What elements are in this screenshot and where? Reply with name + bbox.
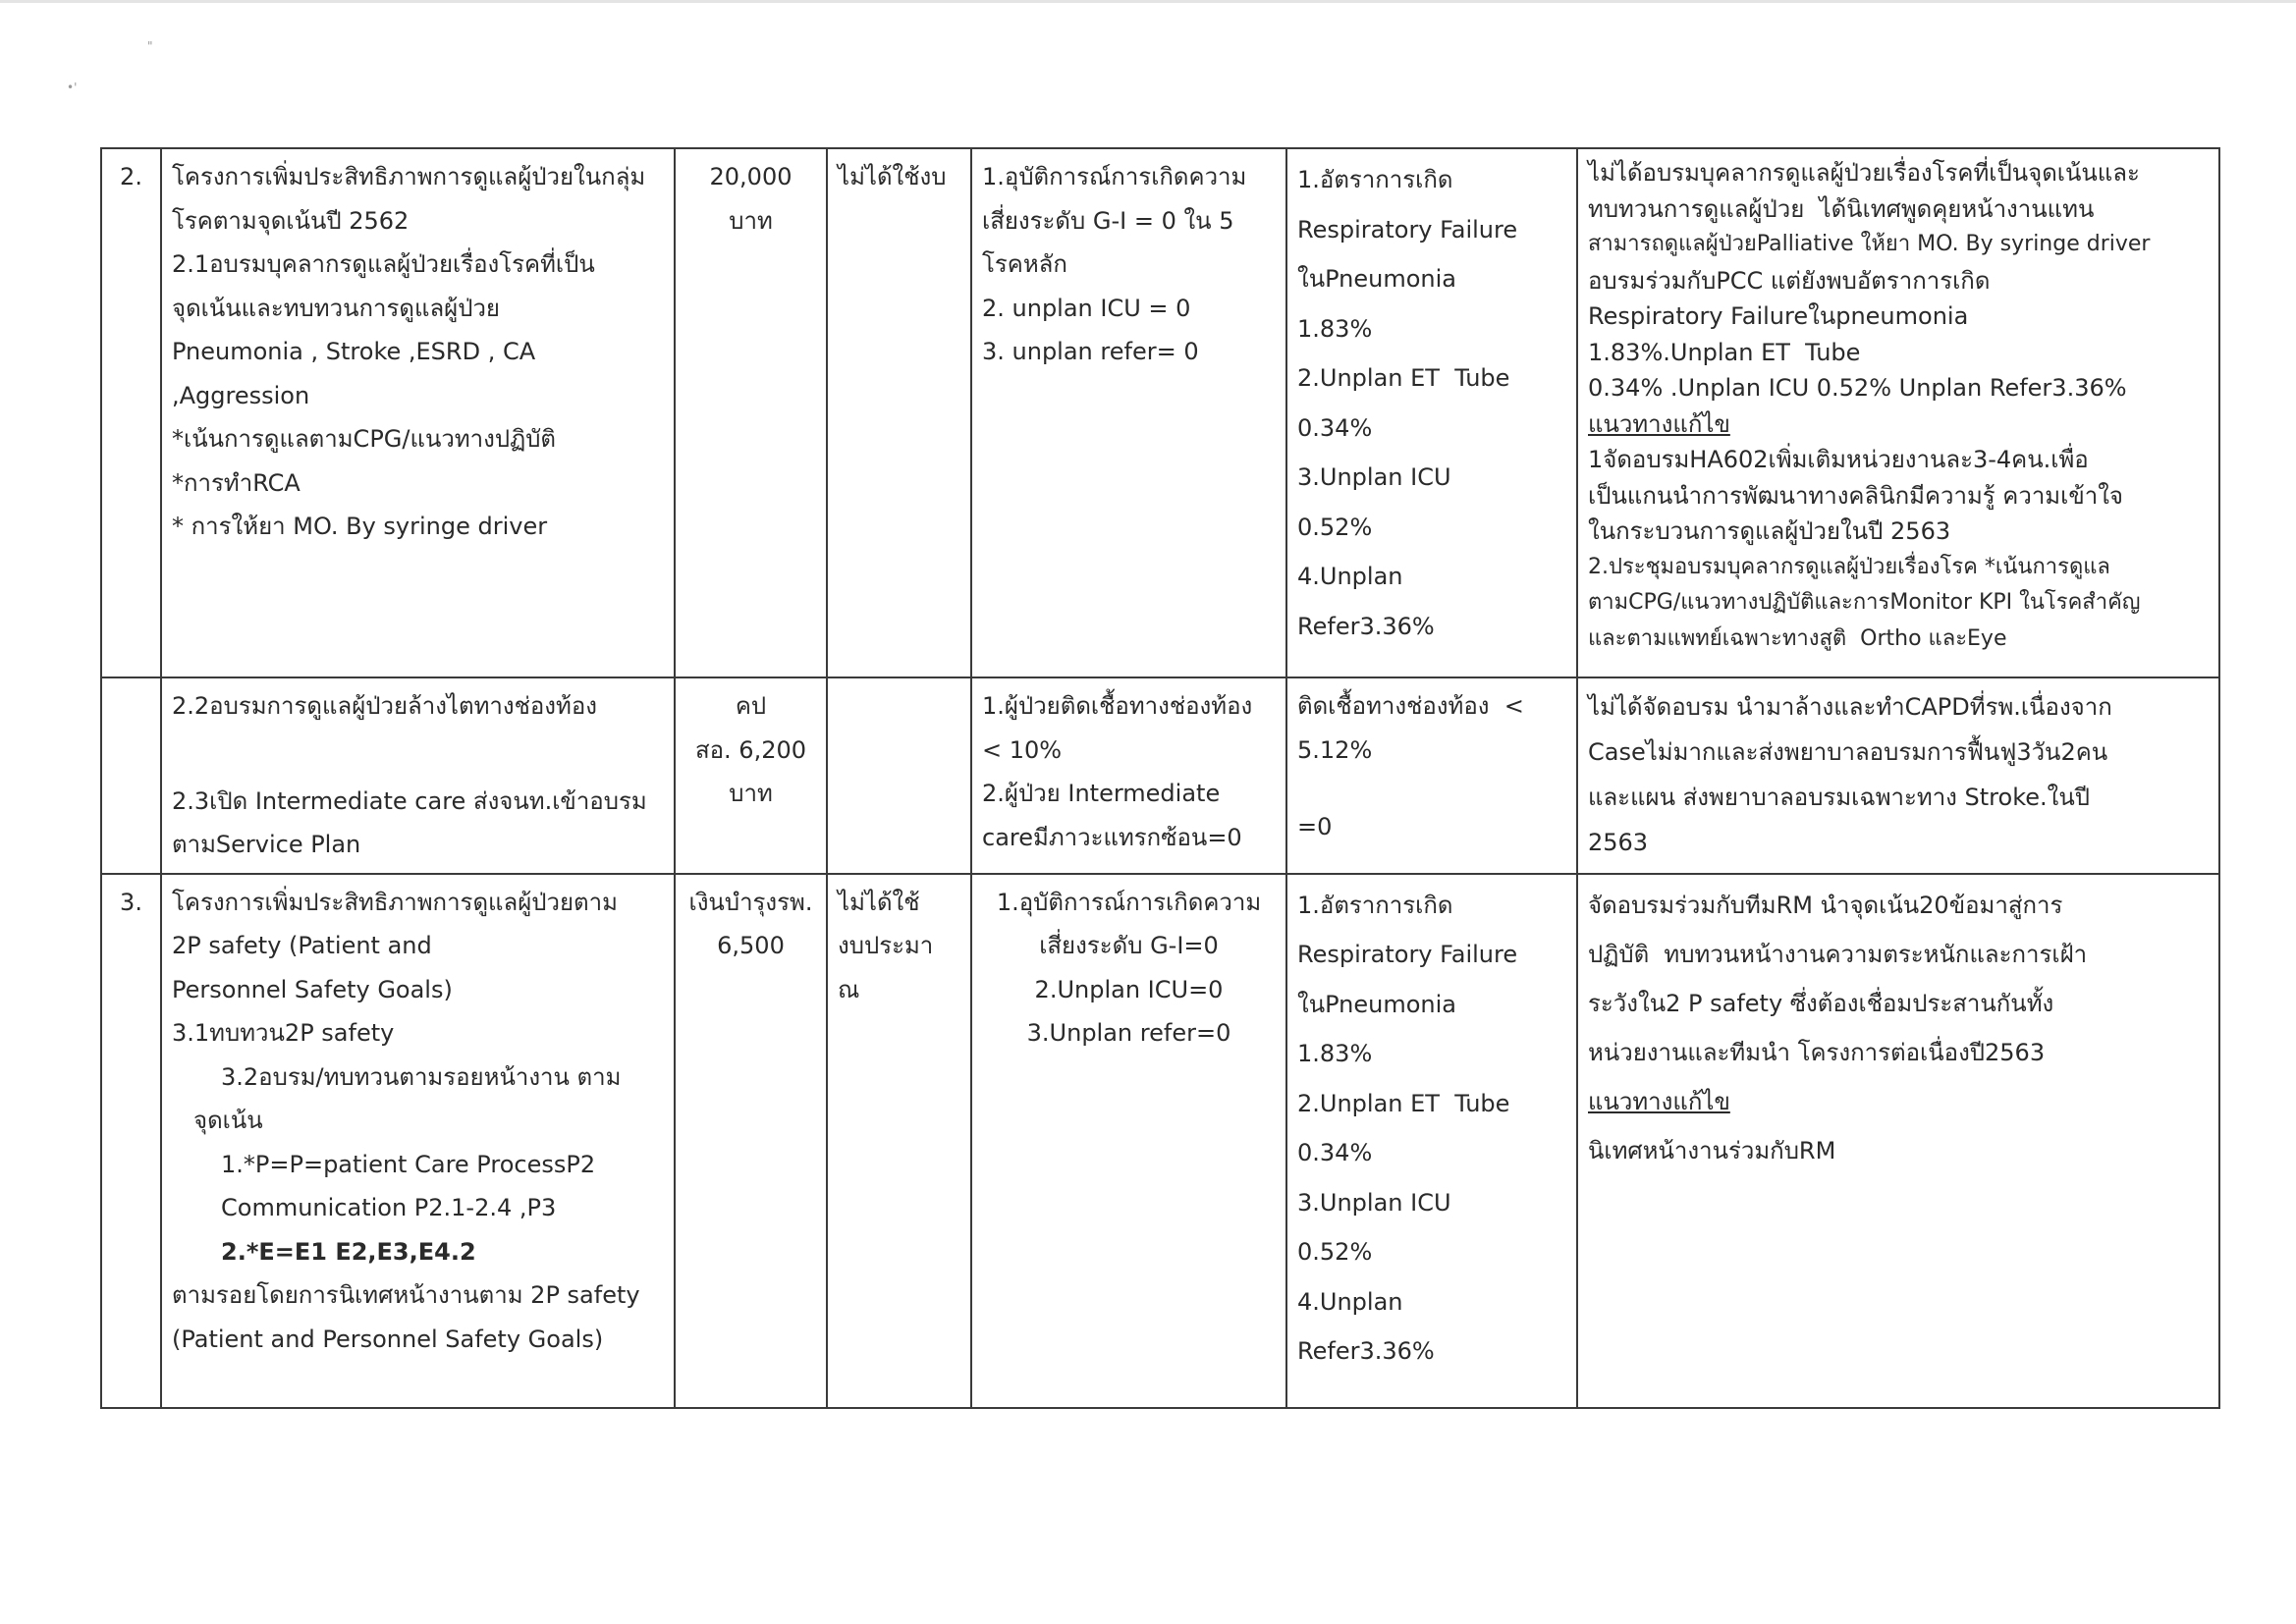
remarks-cell (1577, 874, 2219, 1408)
remarks-line: 2563 (1588, 829, 1649, 856)
budget-status-line: ไม่ได้ใช้งบ (838, 163, 947, 190)
remarks-line: ไม่ได้จัดอบรม นำมาล้างและทำCAPDที่รพ.เนื่องจาก (1588, 693, 2112, 721)
remarks-line: 2.ประชุมอบรมบุคลากรดูแลผู้ป่วยเรื่องโรค *เน้นการดูแล (1588, 554, 2110, 579)
project-line: 2P safety (Patient and (172, 932, 432, 959)
result-line: 0.34% (1297, 413, 1373, 442)
project-line: *เน้นการดูแลตามCPG/แนวทางปฏิบัติ (172, 425, 557, 453)
project-line: 2.1อบรมบุคลากรดูแลผู้ป่วยเรื่องโรคที่เป็น (172, 250, 595, 278)
indicator-line: 1.ผู้ป่วยติดเชื้อทางช่องท้อง (982, 692, 1253, 720)
indicator-line: 2.ผู้ป่วย Intermediate (982, 780, 1221, 807)
result-line: 5.12% (1297, 735, 1373, 764)
budget-line: สอ. 6,200 (694, 735, 807, 764)
project-line: 2.2อบรมการดูแลผู้ป่วยล้างไตทางช่องท้อง (172, 692, 597, 720)
project-line: ,Aggression (172, 381, 310, 409)
remarks-line: ตามCPG/แนวทางปฏิบัติและการMonitor KPI ในโรคสำคัญ (1588, 590, 2141, 615)
indicator-line: 1.อุบัติการณ์การเกิดความ (982, 163, 1247, 190)
project-line: Pneumonia , Stroke ,ESRD , CA (172, 338, 536, 365)
result-line: ในPneumonia (1297, 990, 1457, 1018)
project-line: โครงการเพิ่มประสิทธิภาพการดูแลผู้ป่วยในกลุ่ม (172, 163, 646, 190)
budget-status-line: งบประมา (838, 932, 934, 959)
result-line: 4.Unplan (1297, 563, 1403, 590)
budget-status-line: ไม่ได้ใช้ (838, 888, 920, 916)
result-line: 1.อัตราการเกิด (1297, 891, 1453, 919)
indicator-line: โรคหลัก (982, 250, 1067, 278)
project-cell (161, 874, 675, 1408)
project-line: * การให้ยา MO. By syringe driver (172, 513, 548, 540)
item-number (101, 148, 161, 677)
result-line: ในPneumonia (1297, 265, 1457, 293)
remarks-cell (1577, 677, 2219, 874)
remarks-line: และแผน ส่งพยาบาลอบรมเฉพาะทาง Stroke.ในปี (1588, 784, 2090, 811)
result-line: 0.52% (1297, 1238, 1373, 1266)
item-number-text: 2. (120, 163, 142, 190)
project-line: ตามรอยโดยการนิเทศหน้างานตาม 2P safety (172, 1281, 640, 1309)
budget-line: เงินบำรุงรพ. (688, 888, 813, 916)
budget-cell (675, 148, 827, 677)
budget-status-cell (827, 874, 971, 1408)
project-cell (161, 148, 675, 677)
project-line: 2.*E=E1 E2,E3,E4.2 (221, 1237, 476, 1266)
remarks-line: ในกระบวนการดูแลผู้ป่วยในปี 2563 (1588, 517, 1951, 545)
result-line: 1.อัตราการเกิด (1297, 166, 1453, 193)
result-line: 3.Unplan ICU (1297, 1188, 1451, 1217)
budget-line: บาท (729, 780, 773, 807)
project-line: 1.*P=P=patient Care ProcessP2 (221, 1150, 596, 1178)
remarks-line: ไม่ได้อบรมบุคลากรดูแลผู้ป่วยเรื่องโรคที่เป็นจุดเน้นและ (1588, 159, 2140, 187)
remarks-line: 1.83%.Unplan ET Tube (1588, 338, 1861, 366)
indicator-cell (971, 148, 1286, 677)
remarks-cell (1577, 148, 2219, 677)
spacer (1297, 772, 1566, 805)
indicator-cell (971, 874, 1286, 1408)
result-line: 3.Unplan ICU (1297, 463, 1451, 491)
result-line: 2.Unplan ET Tube (1297, 1089, 1510, 1117)
budget-line: 20,000 (709, 163, 793, 190)
scan-speck: " (147, 39, 153, 53)
budget-cell (675, 677, 827, 874)
remarks-heading: แนวทางแก้ไข (1588, 409, 1730, 438)
result-line: 4.Unplan (1297, 1287, 1403, 1316)
indicator-line: 1.อุบัติการณ์การเกิดความ (996, 888, 1262, 916)
result-line: Refer3.36% (1297, 1337, 1435, 1365)
result-cell (1286, 874, 1577, 1408)
project-line: จุดเน้น (193, 1107, 263, 1134)
result-cell (1286, 148, 1577, 677)
project-line: Communication P2.1-2.4 ,P3 (221, 1194, 557, 1221)
scan-top-edge (0, 0, 2296, 3)
result-line: =0 (1297, 813, 1333, 840)
indicator-line: 3. unplan refer= 0 (982, 338, 1199, 365)
project-line: จุดเน้นและทบทวนการดูแลผู้ป่วย (172, 294, 500, 322)
project-line: 3.2อบรม/ทบทวนตามรอยหน้างาน ตาม (221, 1062, 622, 1091)
item-number-text: 3. (120, 888, 142, 916)
project-line: โครงการเพิ่มประสิทธิภาพการดูแลผู้ป่วยตาม (172, 888, 618, 916)
result-line: 2.Unplan ET Tube (1297, 364, 1510, 392)
project-line: 3.1ทบทวน2P safety (172, 1019, 395, 1047)
result-line: 1.83% (1297, 1040, 1373, 1067)
remarks-line: และตามแพทย์เฉพาะทางสูติ Ortho และEye (1588, 625, 2007, 651)
indicator-line: < 10% (982, 735, 1063, 764)
remarks-line: อบรมร่วมกับPCC แต่ยังพบอัตราการเกิด (1588, 266, 1991, 295)
remarks-line: เป็นแกนนำการพัฒนาทางคลินิกมีความรู้ ความเข้าใจ (1588, 481, 2123, 510)
table-row (101, 677, 2219, 874)
indicator-line: เสี่ยงระดับ G-I=0 (1039, 932, 1219, 959)
item-number (101, 874, 161, 1408)
remarks-line: Caseไม่มากและส่งพยาบาลอบรมการฟื้นฟู3วัน2คน (1588, 738, 2108, 766)
spacer (172, 729, 664, 780)
remarks-line: นิเทศหน้างานร่วมกับRM (1588, 1136, 1836, 1164)
project-line: โรคตามจุดเน้นปี 2562 (172, 206, 410, 235)
result-line: 1.83% (1297, 314, 1373, 343)
result-line: Respiratory Failure (1297, 215, 1518, 244)
scan-speck: •' (67, 81, 78, 94)
budget-cell (675, 874, 827, 1408)
result-line: 0.52% (1297, 513, 1373, 541)
budget-line: 6,500 (717, 932, 785, 959)
indicator-line: 2. unplan ICU = 0 (982, 294, 1191, 322)
result-line: 0.34% (1297, 1139, 1373, 1166)
budget-line: บาท (729, 206, 773, 235)
remarks-line: Respiratory Failureในpneumonia (1588, 302, 1969, 330)
result-line: ติดเชื้อทางช่องท้อง < (1297, 692, 1524, 720)
project-line: (Patient and Personnel Safety Goals) (172, 1325, 604, 1353)
indicator-line: 3.Unplan refer=0 (1026, 1019, 1231, 1047)
indicator-line: เสี่ยงระดับ G-I = 0 ใน 5 (982, 206, 1234, 235)
result-line: Refer3.36% (1297, 612, 1435, 640)
project-line: *การทำRCA (172, 468, 301, 497)
remarks-line: 1จัดอบรมHA602เพิ่มเติมหน่วยงานละ3-4คน.เพื่อ (1588, 446, 2089, 473)
remarks-line: จัดอบรมร่วมกับทีมRM นำจุดเน้น20ข้อมาสู่การ (1588, 891, 2063, 919)
table-row (101, 874, 2219, 1408)
remarks-line: สามารถดูแลผู้ป่วยPalliative ให้ยา MO. By syringe driver (1588, 232, 2151, 256)
budget-status-cell (827, 677, 971, 874)
project-table (100, 147, 2220, 1409)
result-cell (1286, 677, 1577, 874)
remarks-line: 0.34% .Unplan ICU 0.52% Unplan Refer3.36% (1588, 374, 2127, 402)
project-line: Personnel Safety Goals) (172, 975, 453, 1003)
budget-status-cell (827, 148, 971, 677)
result-line: Respiratory Failure (1297, 941, 1518, 968)
item-number (101, 677, 161, 874)
remarks-heading: แนวทางแก้ไข (1588, 1087, 1730, 1115)
budget-line: คป (735, 692, 767, 720)
table-row (101, 148, 2219, 677)
remarks-line: ปฏิบัติ ทบทวนหน้างานความตระหนักและการเฝ้า (1588, 940, 2088, 968)
remarks-line: ระวังใน2 P safety ซึ่งต้องเชื่อมประสานกันทั้ง (1588, 989, 2054, 1017)
project-line: ตามService Plan (172, 831, 361, 858)
project-line: 2.3เปิด Intermediate care ส่งจนท.เข้าอบรม (172, 786, 647, 815)
remarks-line: ทบทวนการดูแลผู้ป่วย ได้นิเทศพูดคุยหน้างานแทน (1588, 194, 2095, 223)
indicator-line: careมีภาวะแทรกซ้อน=0 (982, 823, 1242, 851)
budget-status-line: ณ (838, 975, 860, 1003)
indicator-cell (971, 677, 1286, 874)
indicator-line: 2.Unplan ICU=0 (1034, 975, 1224, 1003)
project-cell (161, 677, 675, 874)
remarks-line: หน่วยงานและทีมนำ โครงการต่อเนื่องปี2563 (1588, 1038, 2046, 1066)
